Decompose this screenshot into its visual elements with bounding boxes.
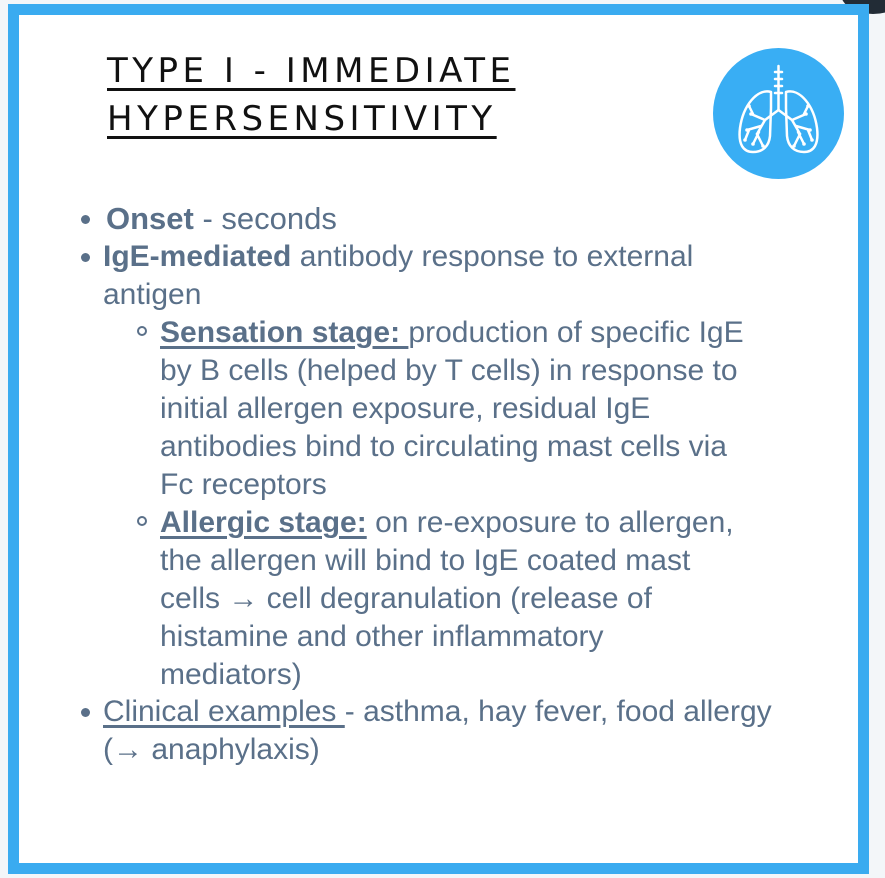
sensation-line-2: by B cells (helped by T cells) in response to [160, 354, 738, 387]
sub-bullet-circle [137, 516, 147, 526]
list-item-ige [103, 238, 693, 314]
sub-bullet-circle [137, 326, 147, 336]
title-line-2: HYPERSENSITIVITY [107, 99, 497, 139]
allergic-line-5: mediators) [160, 658, 302, 691]
allergic-label: Allergic stage: [160, 506, 367, 539]
list-item-sensation [160, 314, 744, 504]
sensation-line-5: Fc receptors [160, 468, 327, 501]
slide-card [8, 4, 869, 874]
ige-label: IgE-mediated [103, 240, 292, 273]
onset-label: Onset [106, 201, 194, 236]
sensation-label: Sensation stage: [160, 316, 409, 349]
clinical-label: Clinical examples [103, 695, 345, 728]
clinical-text: - asthma, hay fever, food allergy [344, 695, 772, 728]
list-item-clinical [103, 693, 772, 769]
allergic-line-4: histamine and other inflammatory [160, 620, 604, 653]
page-title [107, 47, 607, 143]
lungs-icon [713, 48, 844, 179]
ige-text-line-2: antigen [103, 278, 202, 311]
allergic-line-2: the allergen will bind to IgE coated mast [160, 544, 691, 577]
title-line-1: TYPE I - IMMEDIATE [107, 51, 516, 91]
allergic-line-1: on re-exposure to allergen, [366, 506, 734, 539]
bullet-dot [81, 215, 90, 224]
bullet-dot [81, 708, 90, 717]
ige-text: antibody response to external [291, 240, 694, 273]
list-item-allergic [160, 504, 734, 694]
bullet-dot [81, 253, 90, 262]
lungs-icon-graphic [713, 48, 844, 179]
sensation-line-4: antibodies bind to circulating mast cells via [160, 430, 727, 463]
clinical-text-line-2: (→ anaphylaxis) [103, 733, 320, 766]
onset-text: - seconds [193, 201, 337, 236]
sensation-line-1: production of specific IgE [408, 316, 744, 349]
allergic-line-3: cells → cell degranulation (release of [160, 582, 652, 615]
list-item-onset [106, 200, 337, 238]
sensation-line-3: initial allergen exposure, residual IgE [160, 392, 651, 425]
